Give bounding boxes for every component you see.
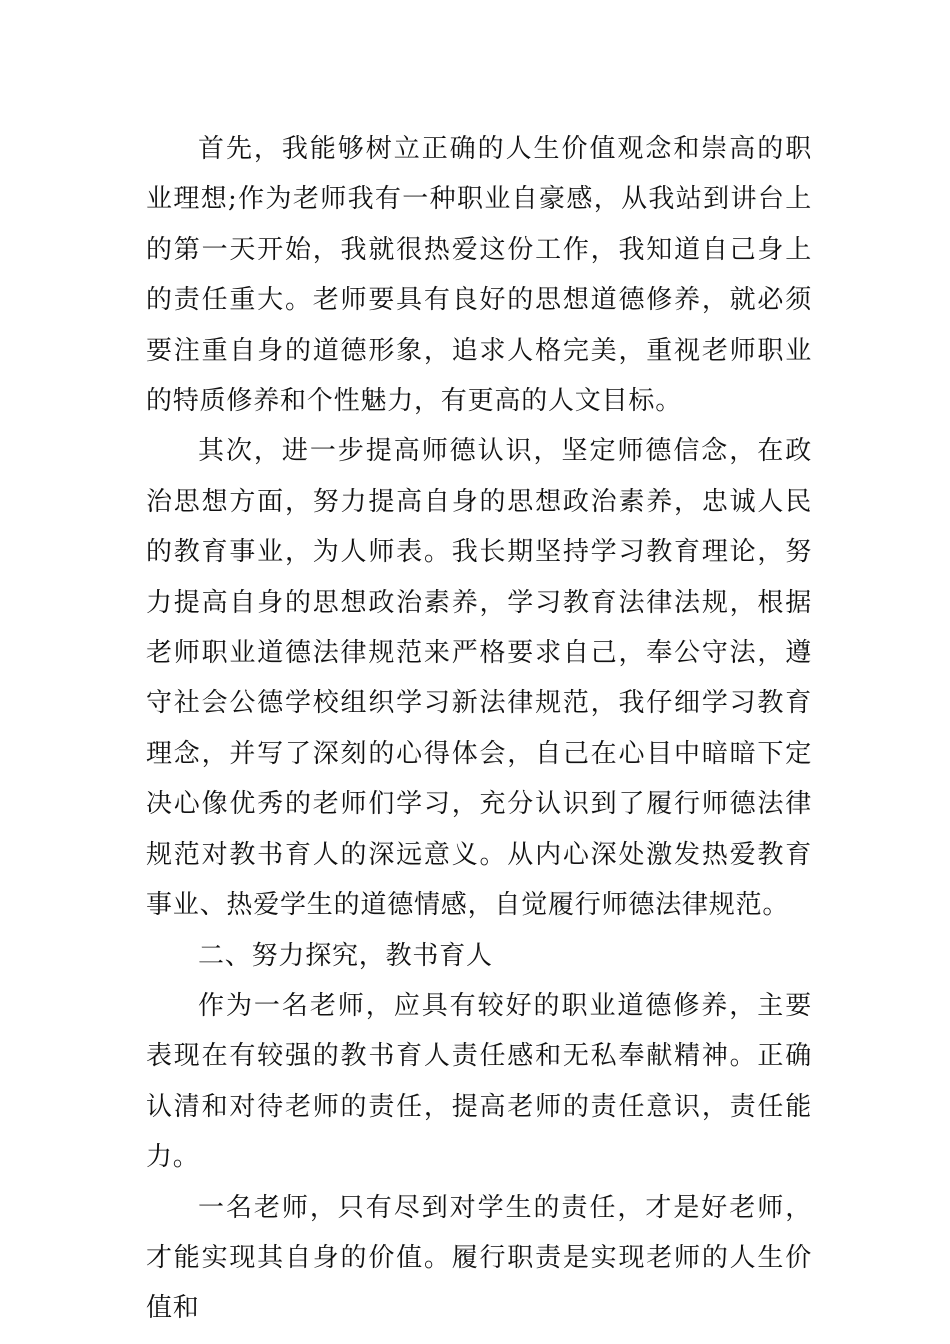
paragraph-second-ethics: 其次，进一步提高师德认识，坚定师德信念，在政治思想方面，努力提高自身的思想政治素养，忠诚人民的教育事业，为人师表。我长期坚持学习教育理论，努力提高自身的思想政治素养，学习教育法律法规，根据老师职业道德法律规范来严格要求自己，奉公守法，遵守社会公德学校组织学习新法律规范，我仔细学习教育理念，并写了深刻的心得体会，自己在心目中暗暗下定决心像优秀的老师们学习，充分认识到了履行师德法律规范对教书育人的深远意义。从内心深处激发热爱教育事业、热爱学生的道德情感，自觉履行师德法律规范。 xyxy=(146,436,812,921)
paragraph-self-value: 一名老师，只有尽到对学生的责任，才是好老师，才能实现其自身的价值。履行职责是实现老师的人生价值和 xyxy=(146,1192,812,1324)
document-body xyxy=(146,124,812,1334)
paragraph-first-value-ideals: 首先，我能够树立正确的人生价值观念和崇高的职业理想;作为老师我有一种职业自豪感，从我站到讲台上的第一天开始，我就很热爱这份工作，我知道自己身上的责任重大。老师要具有良好的思想道德修养，就必须要注重自身的道德形象，追求人格完美，重视老师职业的特质修养和个性魅力，有更高的人文目标。 xyxy=(146,134,812,417)
section-heading-teaching: 二、努力探究，教书育人 xyxy=(198,940,493,971)
paragraph-responsibility: 作为一名老师，应具有较好的职业道德修养，主要表现在有较强的教书育人责任感和无私奉献精神。正确认清和对待老师的责任，提高老师的责任意识，责任能力。 xyxy=(146,990,812,1173)
